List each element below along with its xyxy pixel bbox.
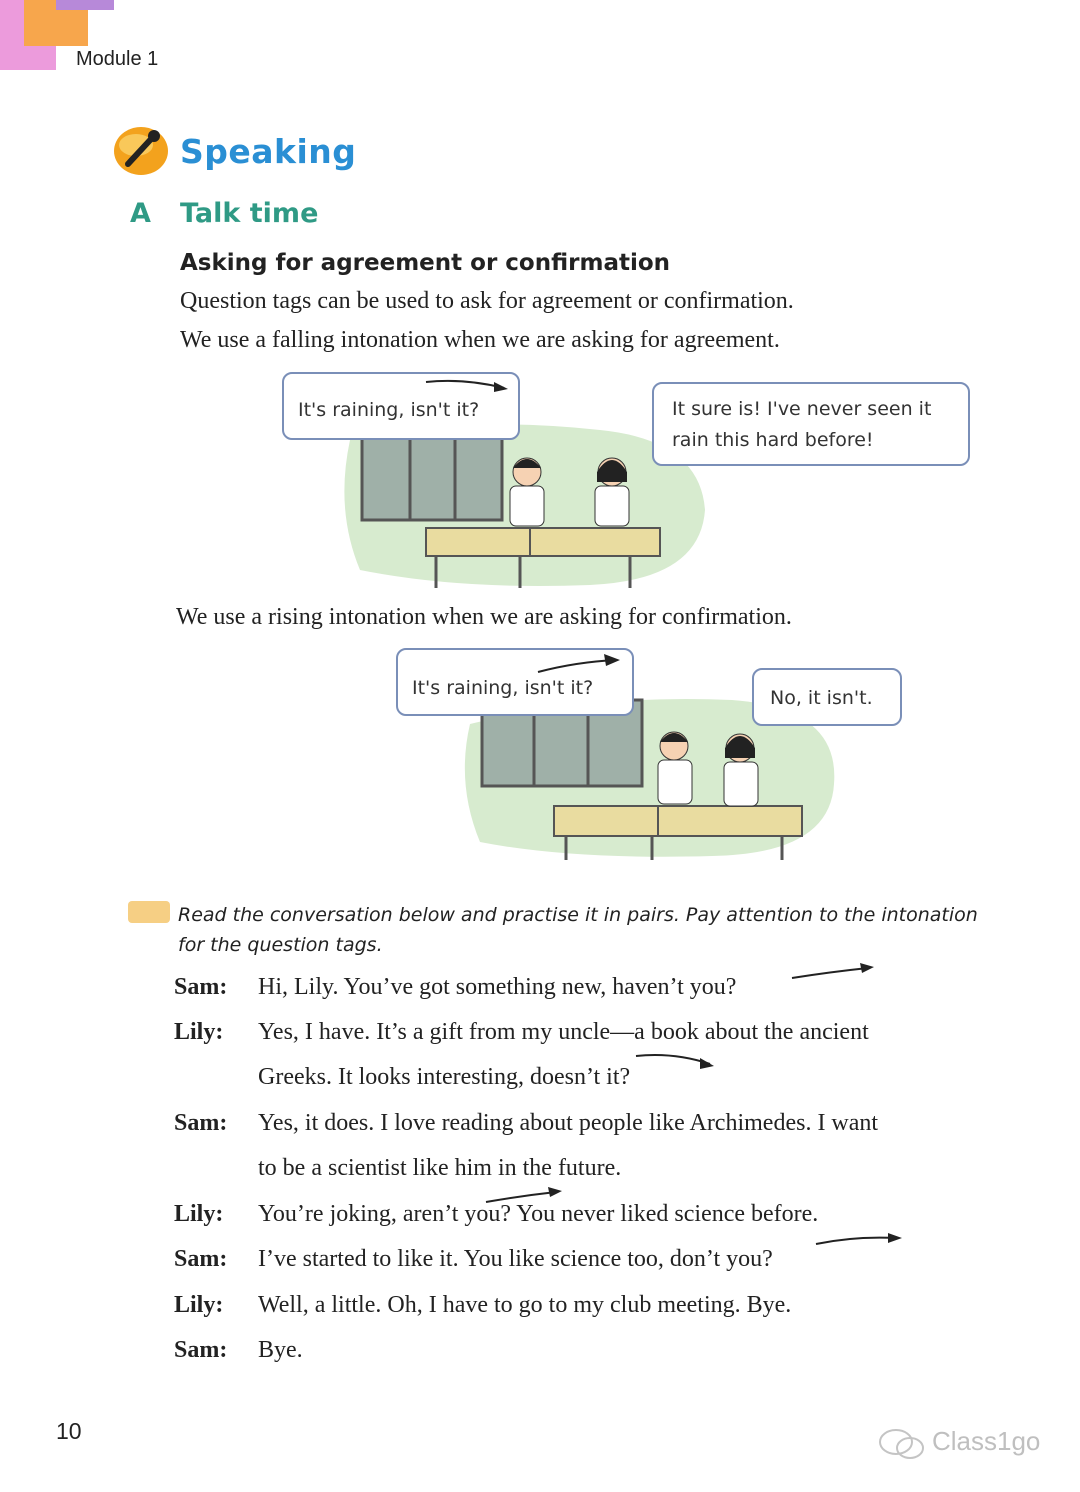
- watermark-text: Class1go: [932, 1426, 1041, 1456]
- rising-intro: We use a rising intonation when we are asking for confirmation.: [176, 604, 792, 630]
- speaker-sam: Sam:: [174, 1246, 228, 1272]
- corner-decoration-purple: [56, 0, 114, 10]
- speaker-sam: Sam:: [174, 1337, 228, 1363]
- speaker-lily: Lily:: [174, 1292, 224, 1318]
- subheading: Asking for agreement or confirmation: [180, 250, 671, 276]
- section-letter: A: [130, 198, 151, 229]
- speaker-sam: Sam:: [174, 974, 228, 1000]
- bubble-text: It's raining, isn't it?: [298, 399, 480, 421]
- falling-intonation-arrow: [814, 1232, 904, 1252]
- bubble-text-line-2: rain this hard before!: [672, 429, 874, 451]
- instruction-marker: [128, 901, 170, 923]
- speaker-lily: Lily:: [174, 1201, 224, 1227]
- instruction-text: Read the conversation below and practise it in pairs. Pay attention to the intonation for the question tags.: [178, 904, 978, 956]
- module-label: Module 1: [76, 48, 159, 70]
- rising-intonation-arrow: [536, 652, 626, 674]
- conversation-line: to be a scientist like him in the future.: [258, 1155, 622, 1181]
- speech-bubble-right-2: [752, 668, 902, 726]
- intro-line-2: We use a falling intonation when we are asking for agreement.: [180, 327, 780, 353]
- conversation-line: Yes, it does. I love reading about people like Archimedes. I want: [258, 1110, 879, 1136]
- speaker-sam: Sam:: [174, 1110, 228, 1136]
- speaker-lily: Lily:: [174, 1019, 224, 1045]
- section-title: Talk time: [180, 198, 319, 229]
- bubble-text: No, it isn't.: [770, 687, 873, 709]
- falling-intonation-arrow: [634, 1050, 720, 1072]
- rising-intonation-arrow: [484, 1186, 564, 1206]
- wechat-icon: [878, 1428, 928, 1460]
- conversation-line: Well, a little. Oh, I have to go to my club meeting. Bye.: [258, 1292, 792, 1318]
- section-heading: Speaking: [180, 132, 357, 171]
- microphone-icon: [112, 124, 170, 176]
- conversation-line: Yes, I have. It’s a gift from my uncle—a book about the ancient: [258, 1019, 869, 1045]
- page-number: 10: [56, 1418, 82, 1444]
- bubble-text: It's raining, isn't it?: [412, 677, 594, 699]
- intro-line-1: Question tags can be used to ask for agreement or confirmation.: [180, 288, 794, 314]
- conversation-line: Hi, Lily. You’ve got something new, haven’t you?: [258, 974, 737, 1000]
- conversation-line: Greeks. It looks interesting, doesn’t it?: [258, 1064, 631, 1090]
- conversation-line: Bye.: [258, 1337, 303, 1363]
- bubble-text-line-1: It sure is! I've never seen it: [672, 398, 932, 420]
- conversation-line: I’ve started to like it. You like science too, don’t you?: [258, 1246, 773, 1272]
- speech-bubble-right-1: [652, 382, 970, 466]
- falling-intonation-arrow: [424, 376, 514, 396]
- conversation-line: You’re joking, aren’t you? You never liked science before.: [258, 1201, 819, 1227]
- rising-intonation-arrow: [790, 962, 876, 982]
